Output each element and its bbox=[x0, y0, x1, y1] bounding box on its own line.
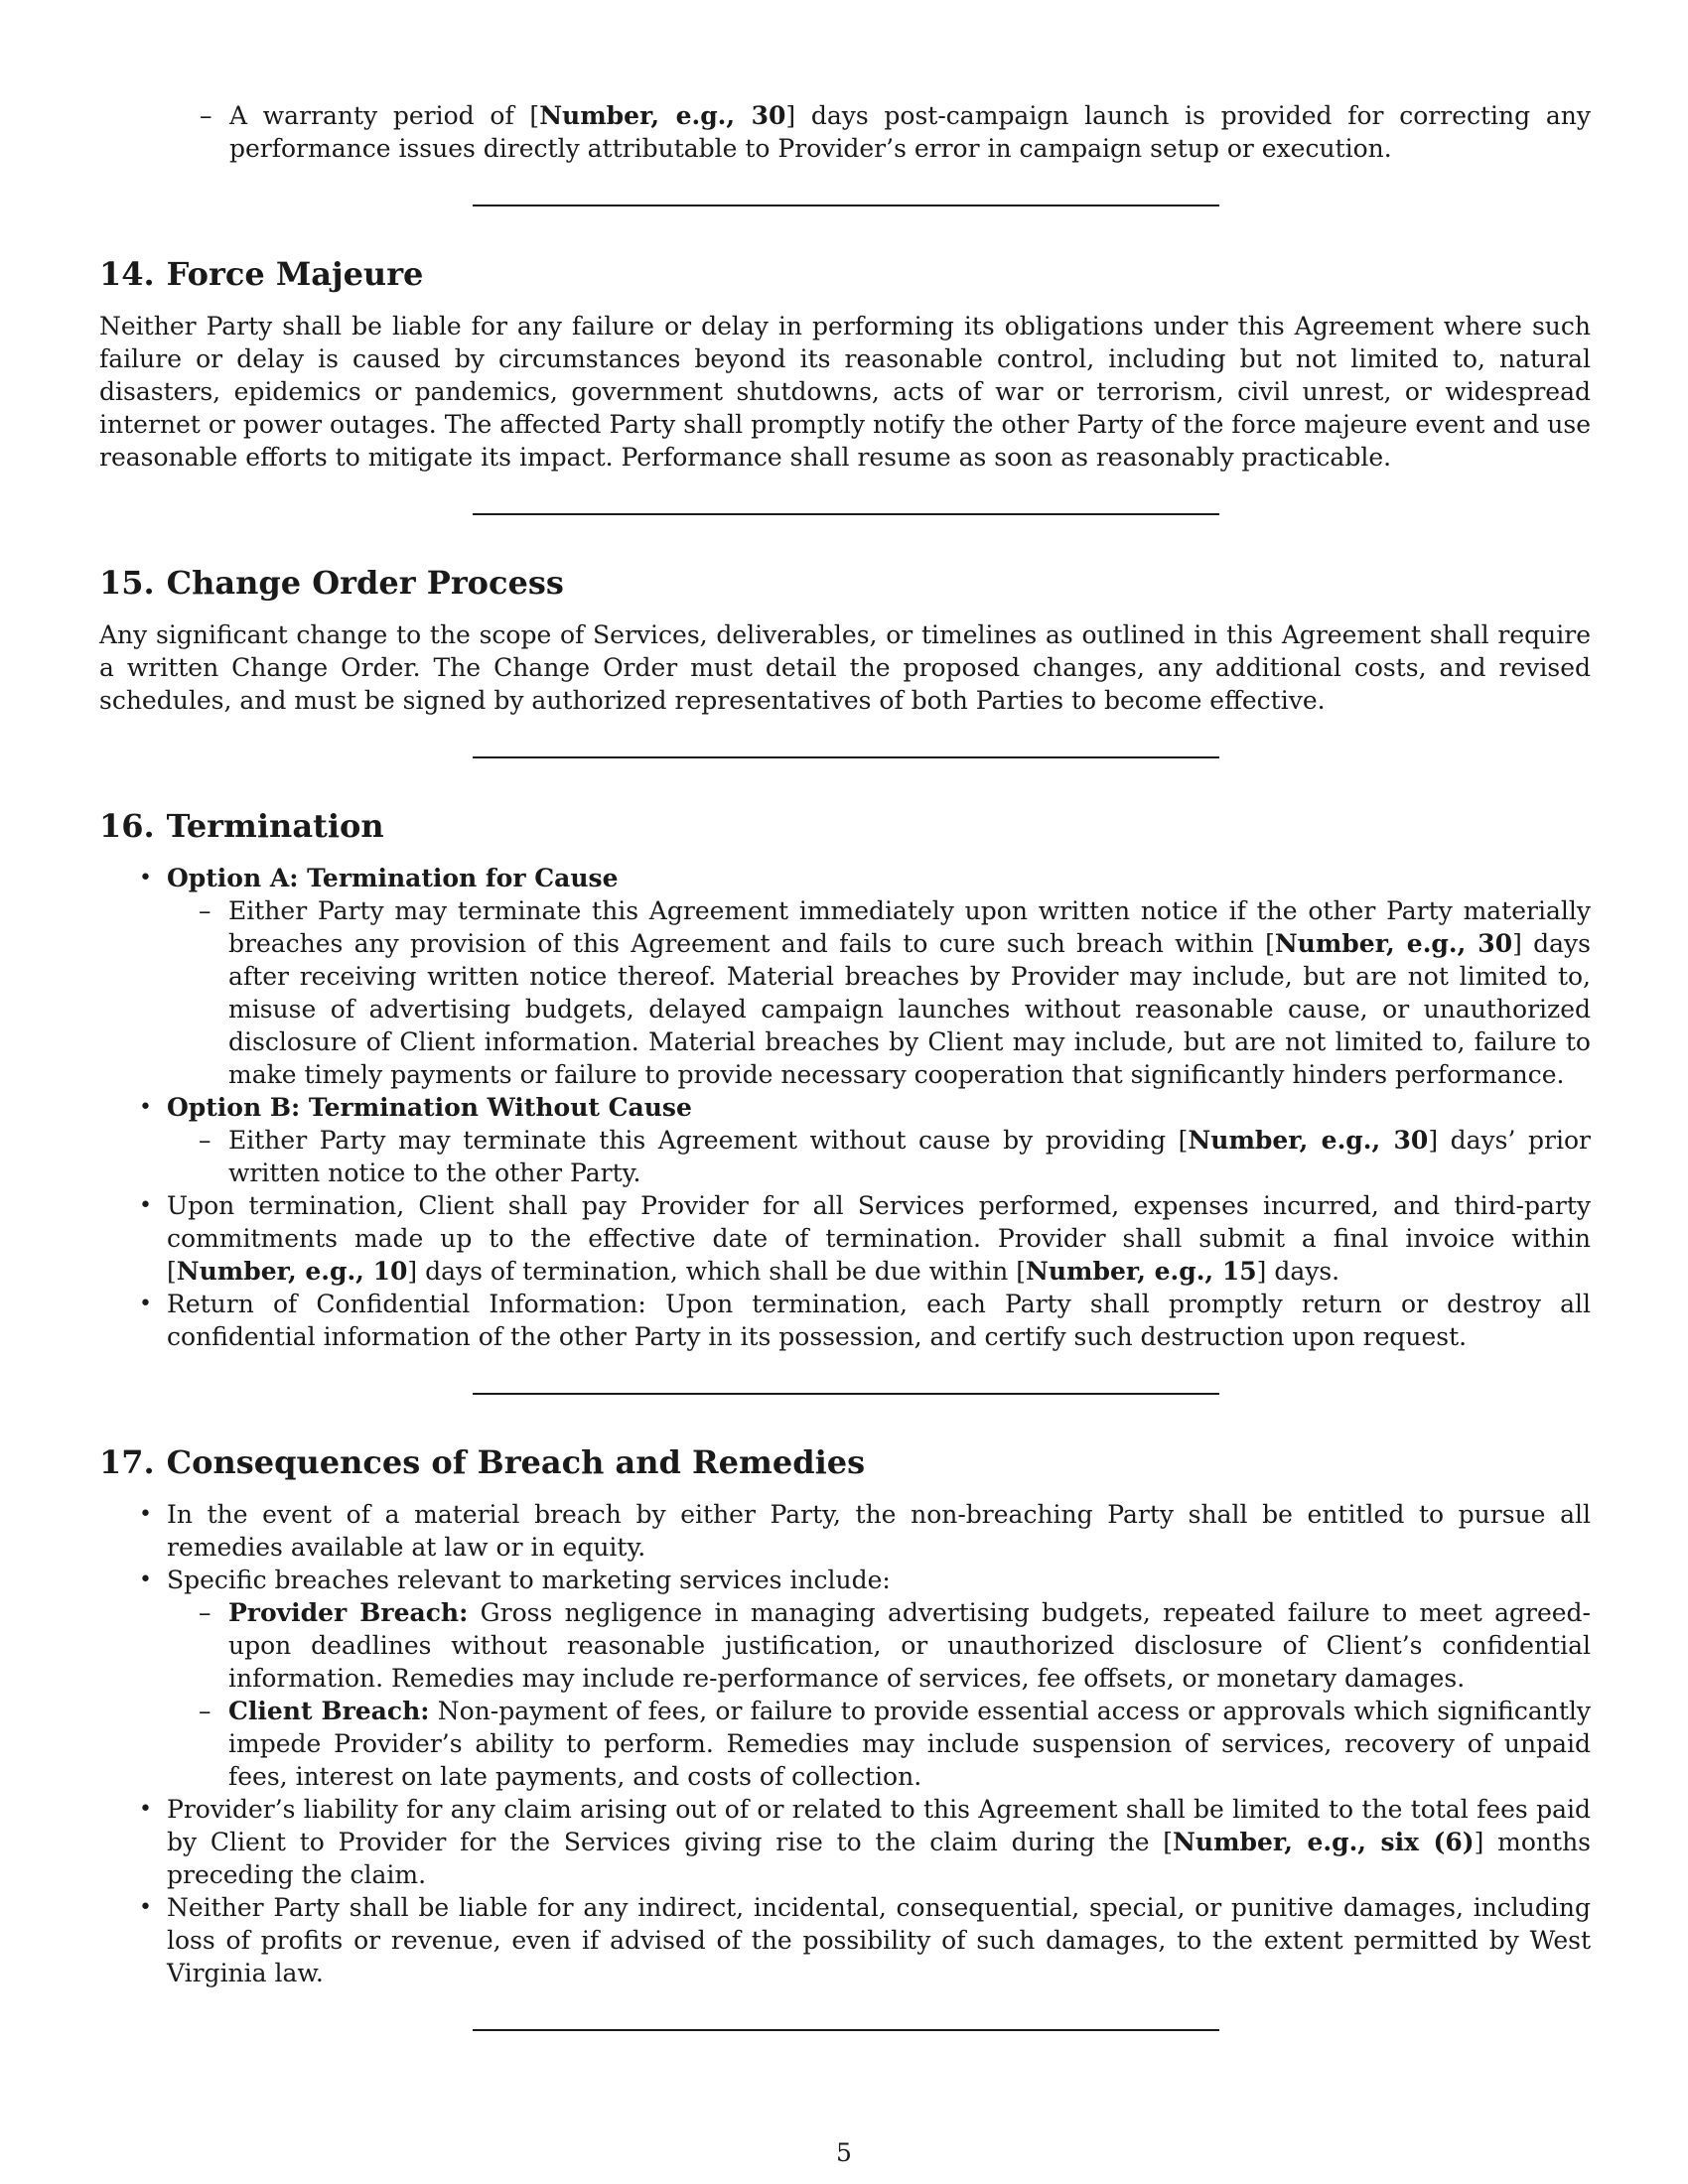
section-15-heading bbox=[99, 563, 1591, 603]
list-item bbox=[167, 1564, 1591, 1793]
section-15 bbox=[99, 563, 1591, 717]
section-16-heading bbox=[99, 806, 1591, 846]
option-b-sublist bbox=[167, 1124, 1591, 1189]
section-14 bbox=[99, 254, 1591, 474]
section-divider bbox=[473, 1393, 1219, 1395]
section-14-number: 14. bbox=[99, 255, 155, 293]
option-a-sublist bbox=[167, 894, 1591, 1091]
client-breach-item bbox=[228, 1695, 1591, 1793]
liability-post: ] months preceding the claim. bbox=[167, 1828, 1591, 1889]
upon-termination-mid: ] days of termination, which shall be due within [ bbox=[407, 1257, 1026, 1286]
option-a-label: Option A: Termination for Cause bbox=[167, 864, 619, 892]
warranty-text-post: ] days post-campaign launch is provided for correcting any performance issues directly attributable to Provider’s error in campaign setup or execution. bbox=[229, 101, 1591, 163]
return-confidential-text: Return of Confidential Information: Upon termination, each Party shall promptly return or destroy all confidential information of the other Party in its possession, and certify such destruction upon request. bbox=[167, 1290, 1591, 1351]
option-b-text bbox=[228, 1124, 1591, 1189]
list-item bbox=[167, 1498, 1591, 1564]
section-17-title: Consequences of Breach and Remedies bbox=[166, 1443, 866, 1481]
section-divider bbox=[473, 756, 1219, 758]
document-page bbox=[99, 99, 1591, 2031]
client-breach-label: Client Breach: bbox=[228, 1697, 430, 1725]
section-17-heading bbox=[99, 1442, 1591, 1482]
list-item bbox=[167, 1793, 1591, 1891]
section-divider bbox=[473, 205, 1219, 206]
specific-breaches-sublist bbox=[167, 1596, 1591, 1793]
list-item bbox=[167, 1891, 1591, 1989]
page-number: 5 bbox=[836, 2138, 852, 2167]
warranty-placeholder: Number, e.g., 30 bbox=[539, 101, 786, 130]
section-15-title: Change Order Process bbox=[166, 564, 564, 602]
option-a-placeholder: Number, e.g., 30 bbox=[1274, 929, 1513, 958]
option-a-pre: Either Party may terminate this Agreement immediately upon written notice if the other Party materially breaches any provision of this Agreement and fails to cure such breach within [ bbox=[228, 896, 1591, 958]
client-breach-text: Non-payment of fees, or failure to provide essential access or approvals which significantly impede Provider’s ability to perform. Remedies may include suspension of services, recovery of unpaid fees, interest on late payments, and costs of collection. bbox=[228, 1697, 1591, 1791]
invoice-days-placeholder: Number, e.g., 10 bbox=[176, 1257, 408, 1286]
section-17 bbox=[99, 1442, 1591, 1989]
provider-breach-item bbox=[228, 1596, 1591, 1695]
section-14-body: Neither Party shall be liable for any failure or delay in performing its obligations under this Agreement where such failure or delay is caused by circumstances beyond its reasonable control, including but not limited to, natural disasters, epidemics or pandemics, government shutdowns, acts of war or terrorism, civil unrest, or widespread internet or power outages. The affected Party shall promptly notify the other Party of the force majeure event and use reasonable efforts to mitigate its impact. Performance shall resume as soon as reasonably practicable. bbox=[99, 312, 1591, 472]
section-15-body: Any significant change to the scope of Services, deliverables, or timelines as outlined in this Agreement shall require a written Change Order. The Change Order must detail the proposed changes, any additional costs, and revised schedules, and must be signed by authorized representatives of both Parties to become effective. bbox=[99, 620, 1591, 715]
upon-termination-post: ] days. bbox=[1256, 1257, 1340, 1286]
list-item bbox=[167, 1189, 1591, 1288]
option-a-text bbox=[228, 894, 1591, 1091]
warranty-list bbox=[99, 99, 1591, 165]
option-b-label: Option B: Termination Without Cause bbox=[167, 1093, 692, 1122]
section-14-title: Force Majeure bbox=[166, 255, 424, 293]
termination-list bbox=[99, 862, 1591, 1353]
list-item bbox=[167, 1091, 1591, 1189]
section-divider bbox=[473, 513, 1219, 515]
section-divider bbox=[473, 2029, 1219, 2031]
option-b-pre: Either Party may terminate this Agreement without cause by providing [ bbox=[228, 1126, 1189, 1155]
section-14-heading bbox=[99, 254, 1591, 294]
section-16-number: 16. bbox=[99, 807, 155, 845]
due-days-placeholder: Number, e.g., 15 bbox=[1026, 1257, 1257, 1286]
section-17-number: 17. bbox=[99, 1443, 155, 1481]
liability-months-placeholder: Number, e.g., six (6) bbox=[1173, 1828, 1475, 1856]
warranty-text-pre: A warranty period of [ bbox=[229, 101, 540, 130]
specific-breaches-text: Specific breaches relevant to marketing services include: bbox=[167, 1566, 891, 1594]
option-a-post: ] days after receiving written notice thereof. Material breaches by Provider may include, but are not limited to, misuse of advertising budgets, delayed campaign launches without reasonable cause, or unauthorized disclosure of Client information. Material breaches by Client may include, but are not limited to, failure to make timely payments or failure to provide necessary cooperation that significantly hinders performance. bbox=[228, 929, 1591, 1089]
breach-list bbox=[99, 1498, 1591, 1989]
indirect-damages-text: Neither Party shall be liable for any indirect, incidental, consequential, special, or punitive damages, including loss of profits or revenue, even if advised of the possibility of such damages, to the extent permitted by West Virginia law. bbox=[167, 1893, 1591, 1987]
upon-termination-pre: Upon termination, Client shall pay Provider for all Services performed, expenses incurred, and third-party commitments made up to the effective date of termination. Provider shall submit a final invoice within [ bbox=[167, 1191, 1591, 1286]
list-item bbox=[167, 862, 1591, 1091]
breach-remedies-text: In the event of a material breach by either Party, the non-breaching Party shall be entitled to pursue all remedies available at law or in equity. bbox=[167, 1500, 1591, 1562]
option-b-post: ] days’ prior written notice to the other Party. bbox=[228, 1126, 1591, 1187]
option-b-placeholder: Number, e.g., 30 bbox=[1188, 1126, 1429, 1155]
provider-breach-text: Gross negligence in managing advertising budgets, repeated failure to meet agreed-upon deadlines without reasonable justification, or unauthorized disclosure of Client’s confidential information. Remedies may include re-performance of services, fee offsets, or monetary damages. bbox=[228, 1598, 1591, 1693]
list-item bbox=[167, 1288, 1591, 1353]
section-16 bbox=[99, 806, 1591, 1353]
provider-breach-label: Provider Breach: bbox=[228, 1598, 469, 1627]
section-15-number: 15. bbox=[99, 564, 155, 602]
section-16-title: Termination bbox=[166, 807, 384, 845]
liability-pre: Provider’s liability for any claim arising out of or related to this Agreement shall be limited to the total fees paid by Client to Provider for the Services giving rise to the claim during the [ bbox=[167, 1795, 1591, 1856]
warranty-item bbox=[229, 99, 1591, 165]
